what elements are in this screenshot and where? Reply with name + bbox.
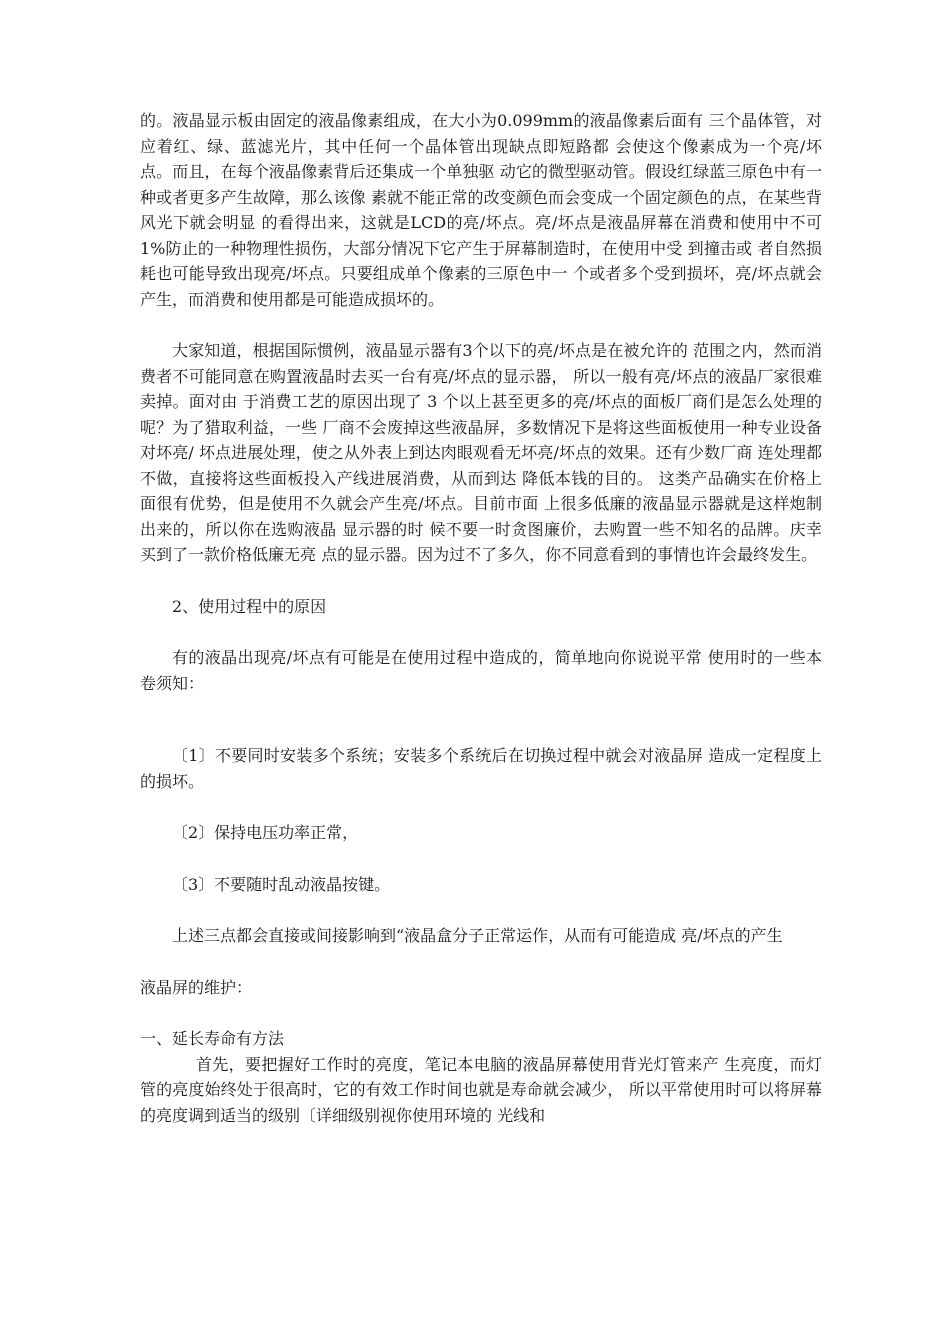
paragraph-summary: 上述三点都会直接或间接影响到“液晶盒分子正常运作，从而有可能造成 亮/坏点的产生 (172, 926, 783, 945)
list-item-1: 〔1〕不要同时安装多个系统；安装多个系统后在切换过程中就会对液晶屏 造成一定程度上的损坏。 (140, 746, 822, 791)
paragraph-lcd-dead-pixel-cause: 的。液晶显示板由固定的液晶像素组成，在大小为0.099mm的液晶像素后面有 三个晶体管，对应着红、绿、蓝滤光片，其中任何一个晶体管出现缺点即短路都 会使这个像素成为一个亮/坏点。而且，在每个液晶像素背后还集成一个单独驱 动它的微型驱动管。假设红绿蓝三原色中有一种或者更多产生故障，那么该像 素就不能正常的改变颜色而会变成一个固定颜色的点，在某些背风光下就会明显 的看得出来，这就是LCD的亮/坏点。亮/坏点是液晶屏幕在消费和使用中不可 1%防止的一种物理性损伤，大部分情况下它产生于屏幕制造时，在使用中受 到撞击或 者自然损耗也可能导致出现亮/坏点。只要组成单个像素的三原色中一 个或者多个受到损坏，亮/坏点就会产生，而消费和使用都是可能造成损坏的。 (140, 111, 822, 309)
document-page (140, 108, 822, 1128)
list-item-3: 〔3〕不要随时乱动液晶按键。 (172, 874, 391, 894)
section-heading-usage-causes: 2、使用过程中的原因 (172, 596, 327, 616)
paragraph-manufacturer-practice: 大家知道，根据国际惯例，液晶显示器有3个以下的亮/坏点是在被允许的 范围之内，然而消费者不可能同意在购置液晶时去买一台有亮/坏点的显示器， 所以一般有亮/坏点的液晶厂家很难卖掉。面对由 于消费工艺的原因出现了 3 个以上甚至更多的亮/坏点的面板厂商们是怎么处理的呢？为了猎取利益，一些 厂商不会废掉这些液晶屏，多数情况下是将这些面板使用一种专业设备对坏亮/ 坏点进展处理，使之从外表上到达肉眼观看无坏亮/坏点的效果。还有少数厂商 连处理都不做，直接将这些面板投入产线进展消费，从而到达 降低本钱的目的。 这类产品确实在价格上面很有优势，但是使用不久就会产生亮/坏点。目前市面 上很多低廉的液晶显示器就是这样炮制出来的，所以你在选购液晶 显示器的时 候不要一时贪图廉价，去购置一些不知名的品牌。庆幸买到了一款价格低廉无亮 点的显示器。因为过不了多久，你不同意看到的事情也许会最终发生。 (140, 341, 822, 564)
paragraph-brightness-advice: 首先，要把握好工作时的亮度，笔记本电脑的液晶屏幕使用背光灯管来产 生亮度，而灯管的亮度始终处于很高时，它的有效工作时间也就是寿命就会减少， 所以平常使用时可以将屏幕的亮度调到适当的级别〔详细级别视你使用环境的 光线和 (140, 1054, 822, 1125)
heading-extend-lifespan: 一、延长寿命有方法 (140, 1029, 285, 1048)
paragraph-usage-intro: 有的液晶出现亮/坏点有可能是在使用过程中造成的，简单地向你说说平常 使用时的一些本卷须知： (140, 648, 822, 693)
heading-maintenance: 液晶屏的维护： (140, 977, 253, 997)
list-item-2: 〔2〕保持电压功率正常， (172, 823, 359, 842)
